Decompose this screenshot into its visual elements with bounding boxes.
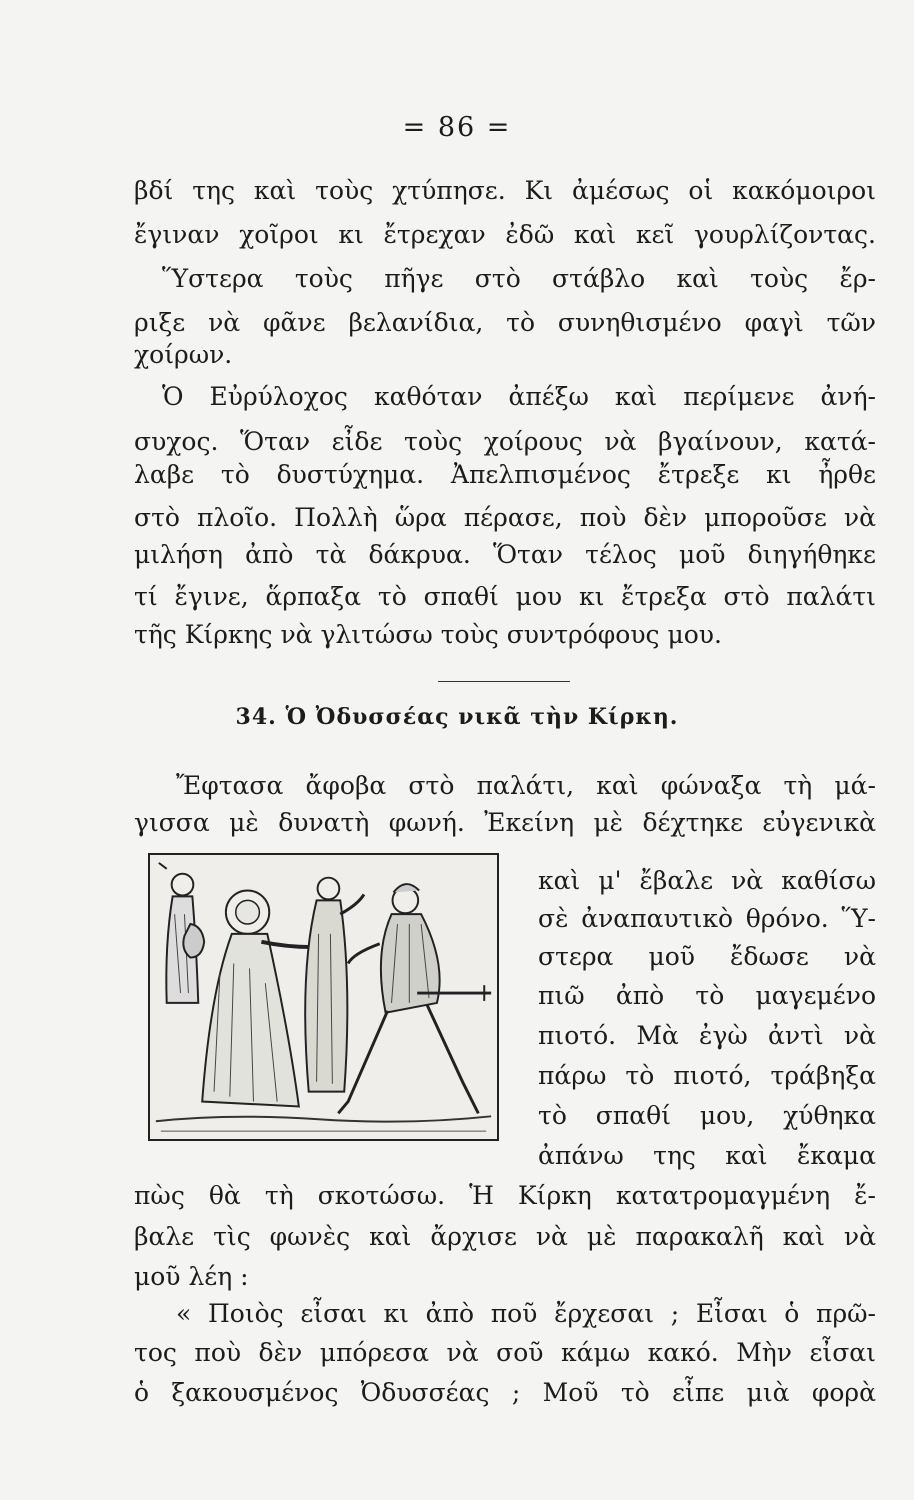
text-line: στερα μοῦ ἔδωσε νὰ	[538, 942, 876, 971]
text-line: ριξε νὰ φᾶνε βελανίδια, τὸ συνηθισμένο φαγὶ τῶν	[134, 308, 876, 337]
text-line: τὸ σπαθί μου, χύθηκα	[538, 1101, 876, 1130]
section-heading: 34. Ὁ Ὀδυσσέας νικᾶ τὴν Κίρκη.	[235, 704, 679, 730]
text-line: Ὕστερα τοὺς πῆγε στὸ στάβλο καὶ τοὺς ἔρ-	[162, 264, 876, 293]
text-line: Ἔφτασα ἄφοβα στὸ παλάτι, καὶ φώναξα τὴ μά-	[176, 771, 876, 800]
engraving-figures-image	[150, 855, 497, 1139]
text-line: καὶ μ' ἔβαλε νὰ καθίσω	[538, 866, 876, 895]
text-line: ἔγιναν χοῖροι κι ἔτρεχαν ἐδῶ καὶ κεῖ γουρλίζοντας.	[134, 220, 876, 249]
text-line: μοῦ λέη :	[134, 1262, 249, 1291]
text-line: ἀπάνω της καὶ ἔκαμα	[538, 1141, 876, 1170]
text-line: πιοτό. Μὰ ἐγὼ ἀντὶ νὰ	[538, 1021, 876, 1050]
text-line: βδί της καὶ τοὺς χτύπησε. Κι ἀμέσως οἱ κακόμοιροι	[134, 176, 876, 205]
illustration-circe-odysseus	[148, 853, 499, 1141]
text-line: ὁ ξακουσμένος Ὀδυσσέας ; Μοῦ τὸ εἶπε μιὰ φορὰ	[134, 1378, 876, 1407]
text-line: συχος. Ὅταν εἶδε τοὺς χοίρους νὰ βγαίνουν, κατά-	[134, 427, 876, 456]
text-line: σὲ ἀναπαυτικὸ θρόνο. Ὕ-	[538, 904, 876, 933]
text-line: τῆς Κίρκης νὰ γλιτώσω τοὺς συντρόφους μου.	[134, 620, 722, 649]
page-number: = 86 =	[402, 112, 512, 143]
text-line: λαβε τὸ δυστύχημα. Ἀπελπισμένος ἔτρεξε κι ἦρθε	[134, 460, 876, 489]
text-line: « Ποιὸς εἶσαι κι ἀπὸ ποῦ ἔρχεσαι ; Εἶσαι ὁ πρῶ-	[176, 1299, 876, 1328]
text-line: γισσα μὲ δυνατὴ φωνή. Ἐκείνη μὲ δέχτηκε εὐγενικὰ	[134, 808, 876, 837]
text-line: μιλήση ἀπὸ τὰ δάκρυα. Ὅταν τέλος μοῦ διηγήθηκε	[134, 540, 876, 569]
text-line: στὸ πλοῖο. Πολλὴ ὥρα πέρασε, ποὺ δὲν μποροῦσε νὰ	[134, 503, 876, 532]
text-line: βαλε τὶς φωνὲς καὶ ἄρχισε νὰ μὲ παρακαλῆ καὶ νὰ	[134, 1222, 876, 1251]
text-line: πιῶ ἀπὸ τὸ μαγεμένο	[538, 981, 876, 1010]
text-line: πὼς θὰ τὴ σκοτώσω. Ἡ Κίρκη κατατρομαγμένη ἔ-	[134, 1181, 876, 1210]
text-line: πάρω τὸ πιοτό, τράβηξα	[538, 1061, 876, 1090]
text-line: Ὁ Εὐρύλοχος καθόταν ἀπέξω καὶ περίμενε ἀνή-	[162, 382, 876, 411]
text-line: τος ποὺ δὲν μπόρεσα νὰ σοῦ κάμω κακό. Μὴν εἶσαι	[134, 1338, 876, 1367]
text-line: τί ἔγινε, ἅρπαξα τὸ σπαθί μου κι ἔτρεξα στὸ παλάτι	[134, 582, 876, 611]
text-line: χοίρων.	[134, 340, 233, 369]
section-divider	[438, 681, 570, 682]
